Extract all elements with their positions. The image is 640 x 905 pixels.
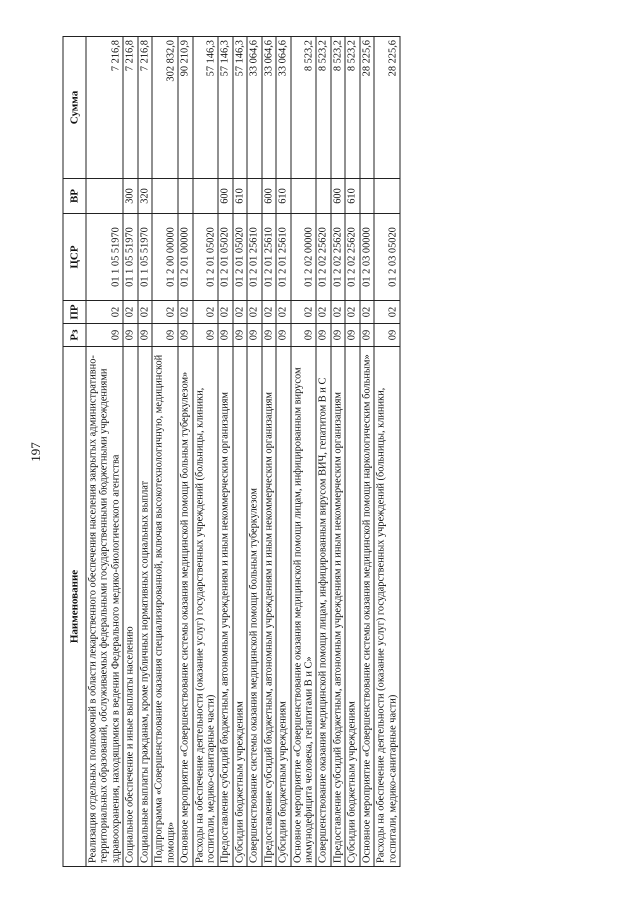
cell-name: Совершенствование системы оказания медицинской помощи больным туберкулезом: [247, 347, 261, 867]
cell-sum: 7 216,8: [123, 37, 137, 179]
cell-rz: 09: [345, 324, 359, 347]
cell-rz: 09: [138, 324, 152, 347]
cell-csr: 01 1 05 51970: [138, 214, 152, 301]
cell-rz: 09: [374, 324, 400, 347]
cell-vr: 600: [262, 179, 276, 214]
header-csr: ЦСР: [63, 214, 86, 301]
cell-csr: 01 2 02 00000: [291, 214, 317, 301]
cell-name: Предоставление субсидий бюджетным, автономным учреждениям и иным некоммерческим организациям: [218, 347, 232, 867]
cell-name: Субсидии бюджетным учреждениям: [276, 347, 290, 867]
budget-table: [63, 36, 401, 867]
cell-vr: [291, 179, 317, 214]
cell-rz: 09: [218, 324, 232, 347]
table-row: [86, 37, 123, 867]
header-rz: Рз: [63, 324, 86, 347]
table-row: [291, 37, 317, 867]
cell-name: Субсидии бюджетным учреждениям: [345, 347, 359, 867]
cell-csr: 01 2 01 25610: [247, 214, 261, 301]
cell-rz: 09: [247, 324, 261, 347]
cell-sum: 8 523,2: [291, 37, 317, 179]
page-number: 197: [28, 442, 43, 462]
cell-pr: 02: [374, 301, 400, 324]
cell-rz: 09: [193, 324, 219, 347]
cell-rz: 09: [233, 324, 247, 347]
cell-sum: 33 064,6: [276, 37, 290, 179]
cell-vr: 600: [218, 179, 232, 214]
table-row: [374, 37, 400, 867]
cell-sum: 57 146,3: [193, 37, 219, 179]
cell-rz: 09: [316, 324, 330, 347]
header-vr: ВР: [63, 179, 86, 214]
cell-sum: 33 064,6: [247, 37, 261, 179]
cell-pr: 02: [86, 301, 123, 324]
cell-vr: [178, 179, 192, 214]
cell-name: Подпрограмма «Совершенствование оказания специализированной, включая высокотехнологичную, медицинской помощи»: [152, 347, 178, 867]
cell-pr: 02: [152, 301, 178, 324]
cell-name: Предоставление субсидий бюджетным, автономным учреждениям и иным некоммерческим организациям: [262, 347, 276, 867]
cell-vr: [86, 179, 123, 214]
cell-sum: 33 064,6: [262, 37, 276, 179]
cell-pr: 02: [138, 301, 152, 324]
cell-vr: 320: [138, 179, 152, 214]
cell-pr: 02: [178, 301, 192, 324]
cell-sum: 8 523,2: [331, 37, 345, 179]
cell-pr: 02: [291, 301, 317, 324]
cell-sum: 7 216,8: [86, 37, 123, 179]
cell-csr: 01 2 01 00000: [178, 214, 192, 301]
cell-csr: 01 2 01 05020: [193, 214, 219, 301]
cell-rz: 09: [360, 324, 374, 347]
cell-csr: 01 2 03 05020: [374, 214, 400, 301]
table-row: [262, 37, 276, 867]
cell-rz: 09: [276, 324, 290, 347]
cell-name: Предоставление субсидий бюджетным, автономным учреждениям и иным некоммерческим организациям: [331, 347, 345, 867]
cell-rz: 09: [152, 324, 178, 347]
header-sum: Сумма: [63, 37, 86, 179]
cell-vr: 600: [331, 179, 345, 214]
cell-sum: 90 210,9: [178, 37, 192, 179]
table-header-row: [63, 37, 86, 867]
cell-pr: 02: [276, 301, 290, 324]
cell-pr: 02: [233, 301, 247, 324]
cell-name: Основное мероприятие «Совершенствование системы оказания медицинской помощи больным туберкулезом»: [178, 347, 192, 867]
cell-vr: [360, 179, 374, 214]
cell-name: Социальные выплаты гражданам, кроме публичных нормативных социальных выплат: [138, 347, 152, 867]
cell-csr: 01 2 02 25620: [345, 214, 359, 301]
cell-sum: 7 216,8: [138, 37, 152, 179]
header-pr: ПР: [63, 301, 86, 324]
cell-csr: 01 2 02 25620: [331, 214, 345, 301]
cell-name: Субсидии бюджетным учреждениям: [233, 347, 247, 867]
cell-sum: 8 523,2: [316, 37, 330, 179]
cell-vr: 610: [345, 179, 359, 214]
table-body: [86, 37, 400, 867]
cell-vr: 610: [233, 179, 247, 214]
cell-name: Реализация отдельных полномочий в области лекарственного обеспечения населения закрытых административно-территориальных образований, обслуживаемых федеральными государственными бюджетными учреждениями здравоохранения, находящимися в ведении Федерального медико-биологического агентства: [86, 347, 123, 867]
cell-sum: 8 523,2: [345, 37, 359, 179]
cell-pr: 02: [247, 301, 261, 324]
cell-csr: 01 2 01 25610: [262, 214, 276, 301]
cell-csr: 01 2 01 25610: [276, 214, 290, 301]
table-row: [178, 37, 192, 867]
table-row: [345, 37, 359, 867]
cell-sum: 28 225,6: [374, 37, 400, 179]
header-name: Наименование: [63, 347, 86, 867]
cell-pr: 02: [193, 301, 219, 324]
cell-sum: 57 146,3: [233, 37, 247, 179]
table-row: [360, 37, 374, 867]
table-row: [331, 37, 345, 867]
cell-csr: 01 2 02 25620: [316, 214, 330, 301]
table-row: [152, 37, 178, 867]
cell-name: Расходы на обеспечение деятельности (оказание услуг) государственных учреждений (больницы, клиники, госпитали, медико-санитарные части): [193, 347, 219, 867]
cell-csr: 01 2 00 00000: [152, 214, 178, 301]
table-row: [218, 37, 232, 867]
cell-name: Совершенствование оказания медицинской помощи лицам, инфицированным вирусом ВИЧ, гепатитом В и С: [316, 347, 330, 867]
cell-pr: 02: [360, 301, 374, 324]
cell-vr: 610: [276, 179, 290, 214]
cell-sum: 302 832,0: [152, 37, 178, 179]
cell-rz: 09: [123, 324, 137, 347]
table-row: [316, 37, 330, 867]
cell-csr: 01 2 01 05020: [233, 214, 247, 301]
table-row: [193, 37, 219, 867]
cell-rz: 09: [291, 324, 317, 347]
cell-pr: 02: [345, 301, 359, 324]
table-row: [233, 37, 247, 867]
cell-rz: 09: [86, 324, 123, 347]
cell-rz: 09: [331, 324, 345, 347]
cell-vr: [193, 179, 219, 214]
cell-name: Основное мероприятие «Совершенствование оказания медицинской помощи лицам, инфицированным вирусом иммунодефицита человека, гепатитами В и С»: [291, 347, 317, 867]
table-row: [276, 37, 290, 867]
cell-name: Социальное обеспечение и иные выплаты населению: [123, 347, 137, 867]
cell-rz: 09: [178, 324, 192, 347]
cell-name: Основное мероприятие «Совершенствование системы оказания медицинской помощи наркологическим больным»: [360, 347, 374, 867]
cell-pr: 02: [218, 301, 232, 324]
table-row: [123, 37, 137, 867]
cell-vr: [374, 179, 400, 214]
cell-name: Расходы на обеспечение деятельности (оказание услуг) государственных учреждений (больницы, клиники, госпитали, медико-санитарные части): [374, 347, 400, 867]
cell-vr: [316, 179, 330, 214]
cell-csr: 01 2 01 05020: [218, 214, 232, 301]
cell-csr: 01 1 05 51970: [86, 214, 123, 301]
cell-vr: [247, 179, 261, 214]
cell-sum: 57 146,3: [218, 37, 232, 179]
cell-pr: 02: [316, 301, 330, 324]
cell-pr: 02: [331, 301, 345, 324]
cell-pr: 02: [123, 301, 137, 324]
cell-csr: 01 2 03 00000: [360, 214, 374, 301]
cell-vr: [152, 179, 178, 214]
cell-sum: 28 225,6: [360, 37, 374, 179]
cell-csr: 01 1 05 51970: [123, 214, 137, 301]
cell-vr: 300: [123, 179, 137, 214]
table-row: [247, 37, 261, 867]
cell-rz: 09: [262, 324, 276, 347]
cell-pr: 02: [262, 301, 276, 324]
budget-table-container: [63, 37, 578, 867]
table-row: [138, 37, 152, 867]
